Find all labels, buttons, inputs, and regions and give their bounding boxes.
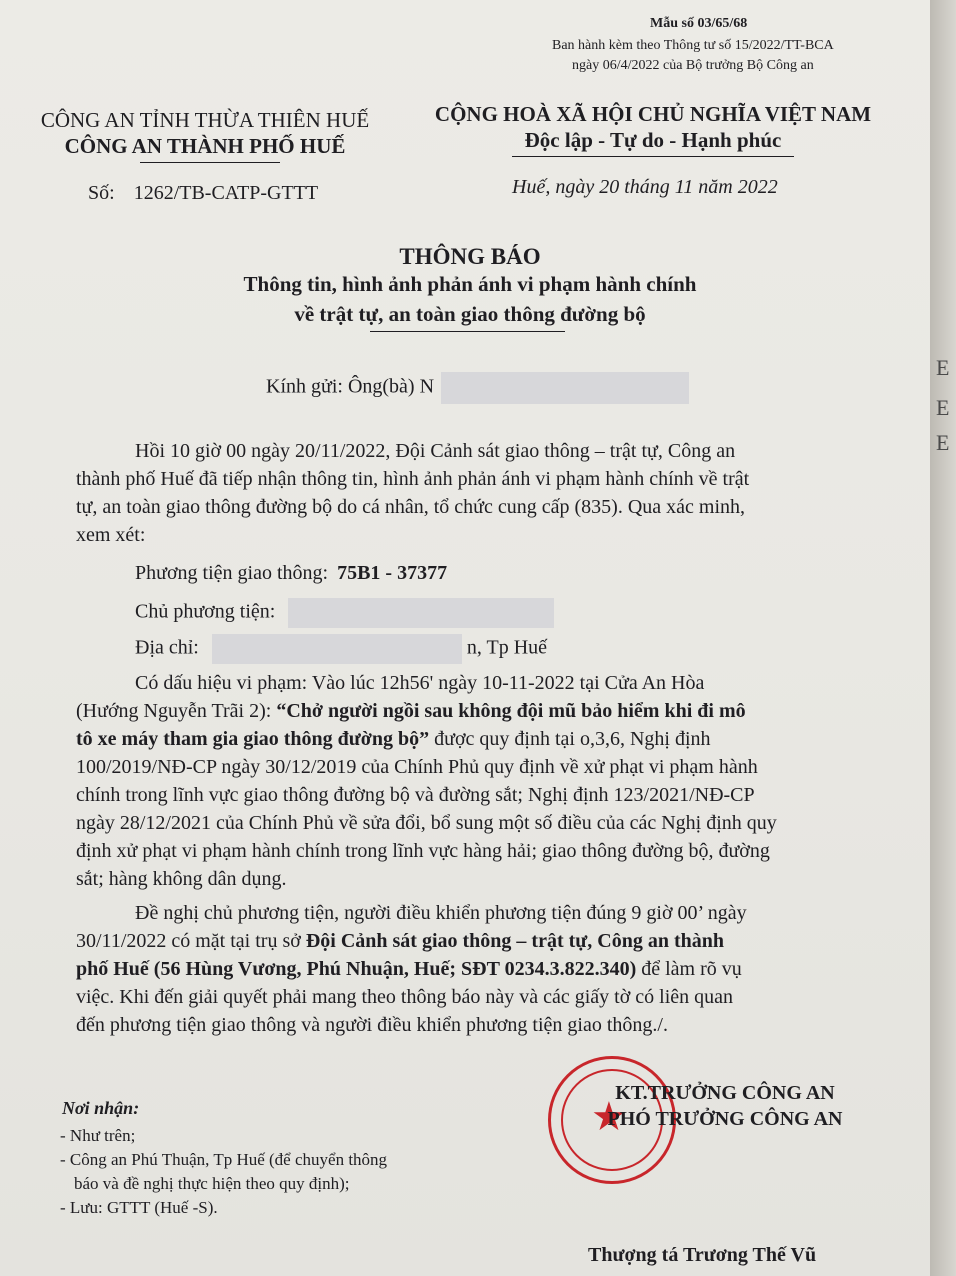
- title-underline: [370, 331, 565, 332]
- salutation-label: Kính gửi: Ông(bà) N: [266, 375, 435, 398]
- violation-line5: chính trong lĩnh vực giao thông đường bộ và đường sắt; Nghị định 123/2021/NĐ-CP: [76, 784, 755, 806]
- address-line: [135, 634, 547, 664]
- violation-line6: ngày 28/12/2021 của Chính Phủ về sửa đổi, bổ sung một số điều của các Nghị định quy: [76, 812, 777, 834]
- para1-line4: xem xét:: [76, 524, 146, 546]
- recipient-item: - Công an Phú Thuận, Tp Huế (để chuyển thông: [60, 1150, 388, 1169]
- seal-star-icon: ★: [591, 1094, 627, 1139]
- signature-title-1: KT.TRƯỞNG CÔNG AN: [615, 1082, 835, 1104]
- redacted-recipient-name: [441, 372, 689, 404]
- address-label: Địa chỉ:: [135, 636, 199, 659]
- violation-line4: 100/2019/NĐ-CP ngày 30/12/2019 của Chính Phủ quy định về xử phạt vi phạm hành: [76, 756, 758, 778]
- para1-line2: thành phố Huế đã tiếp nhận thông tin, hình ảnh phản ánh vi phạm hành chính về trật: [76, 468, 750, 490]
- request-line3: [76, 958, 742, 981]
- agency-parent: CÔNG AN TỈNH THỪA THIÊN HUẾ: [40, 108, 370, 132]
- violation-line3: [76, 728, 711, 751]
- recipient-item: báo và đề nghị thực hiện theo quy định);: [74, 1174, 350, 1193]
- vehicle-line: [135, 562, 447, 585]
- notice-subtitle-2: về trật tự, an toàn giao thông đường bộ: [294, 302, 646, 326]
- adjacent-page-edge: [930, 0, 956, 1276]
- violation-description-2: tô xe máy tham gia giao thông đường bộ”: [76, 728, 430, 750]
- violation-line1: Có dấu hiệu vi phạm: Vào lúc 12h56' ngày 10-11-2022 tại Cửa An Hòa: [135, 672, 705, 694]
- violation-line8: sắt; hàng không dân dụng.: [76, 868, 287, 890]
- address-tail: n, Tp Huế: [466, 636, 548, 659]
- request-office-1: Đội Cảnh sát giao thông – trật tự, Công an thành: [305, 930, 724, 952]
- national-motto: Độc lập - Tự do - Hạnh phúc: [524, 128, 782, 152]
- para1-line1: Hồi 10 giờ 00 ngày 20/11/2022, Đội Cảnh sát giao thông – trật tự, Công an: [135, 440, 736, 462]
- form-issued-date: ngày 06/4/2022 của Bộ trưởng Bộ Công an: [572, 58, 814, 73]
- violation-legal-ref: được quy định tại o,3,6, Nghị định: [429, 728, 711, 750]
- request-line1: Đề nghị chủ phương tiện, người điều khiển phương tiện đúng 9 giờ 00’ ngày: [135, 902, 747, 924]
- redacted-owner-name: [288, 598, 554, 628]
- form-issued-with: Ban hành kèm theo Thông tư số 15/2022/TT-BCA: [552, 38, 834, 53]
- recipient-item: - Như trên;: [60, 1126, 136, 1145]
- request-purpose: để làm rõ vụ: [636, 958, 742, 980]
- notice-title: THÔNG BÁO: [399, 244, 541, 269]
- agency-name: CÔNG AN THÀNH PHỐ HUẾ: [64, 134, 346, 158]
- place-date: Huế, ngày 20 tháng 11 năm 2022: [512, 176, 778, 198]
- request-line5: đến phương tiện giao thông và người điều khiển phương tiện giao thông./.: [76, 1014, 668, 1036]
- signature-title-2: PHÓ TRƯỞNG CÔNG AN: [607, 1108, 843, 1130]
- notice-subtitle-1: Thông tin, hình ảnh phản ánh vi phạm hành chính: [243, 272, 697, 296]
- agency-underline: [140, 162, 280, 163]
- edge-mark: E: [936, 430, 950, 455]
- number-value: 1262/TB-CATP-GTTT: [133, 182, 319, 204]
- violation-location: (Hướng Nguyễn Trãi 2):: [76, 700, 277, 722]
- violation-line2: [76, 700, 746, 723]
- edge-mark: E: [936, 355, 950, 380]
- recipient-item: - Lưu: GTTT (Huế -S).: [60, 1198, 218, 1217]
- document-number: [88, 182, 318, 205]
- violation-line7: định xử phạt vi phạm hành chính trong lĩnh vực hàng hải; giao thông đường bộ, đường: [76, 840, 770, 862]
- vehicle-label: Phương tiện giao thông:: [135, 562, 329, 584]
- vehicle-plate: 75B1 - 37377: [337, 562, 448, 584]
- motto-underline: [512, 156, 794, 157]
- request-appointment: 30/11/2022 có mặt tại trụ sở: [76, 930, 306, 952]
- request-line2: [76, 930, 724, 953]
- owner-label: Chủ phương tiện:: [135, 600, 276, 623]
- request-line4: việc. Khi đến giải quyết phải mang theo thông báo này và các giấy tờ có liên quan: [76, 986, 734, 1008]
- edge-mark: E: [936, 395, 950, 420]
- salutation: [266, 372, 689, 404]
- request-office-2: phố Huế (56 Hùng Vương, Phú Nhuận, Huế; SĐT 0234.3.822.340): [76, 958, 637, 980]
- violation-description-1: “Chở người ngồi sau không đội mũ bảo hiểm khi đi mô: [276, 700, 746, 722]
- form-number: Mẫu số 03/65/68: [650, 16, 748, 31]
- signer-name: Thượng tá Trương Thế Vũ: [588, 1244, 817, 1266]
- redacted-address: [212, 634, 462, 664]
- recipients-heading: Nơi nhận:: [62, 1098, 140, 1118]
- country-name: CỘNG HOÀ XÃ HỘI CHỦ NGHĨA VIỆT NAM: [434, 102, 872, 126]
- para1-line3: tự, an toàn giao thông đường bộ do cá nhân, tổ chức cung cấp (835). Qua xác minh,: [76, 496, 746, 518]
- number-label: Số:: [88, 182, 115, 204]
- owner-line: [135, 598, 554, 628]
